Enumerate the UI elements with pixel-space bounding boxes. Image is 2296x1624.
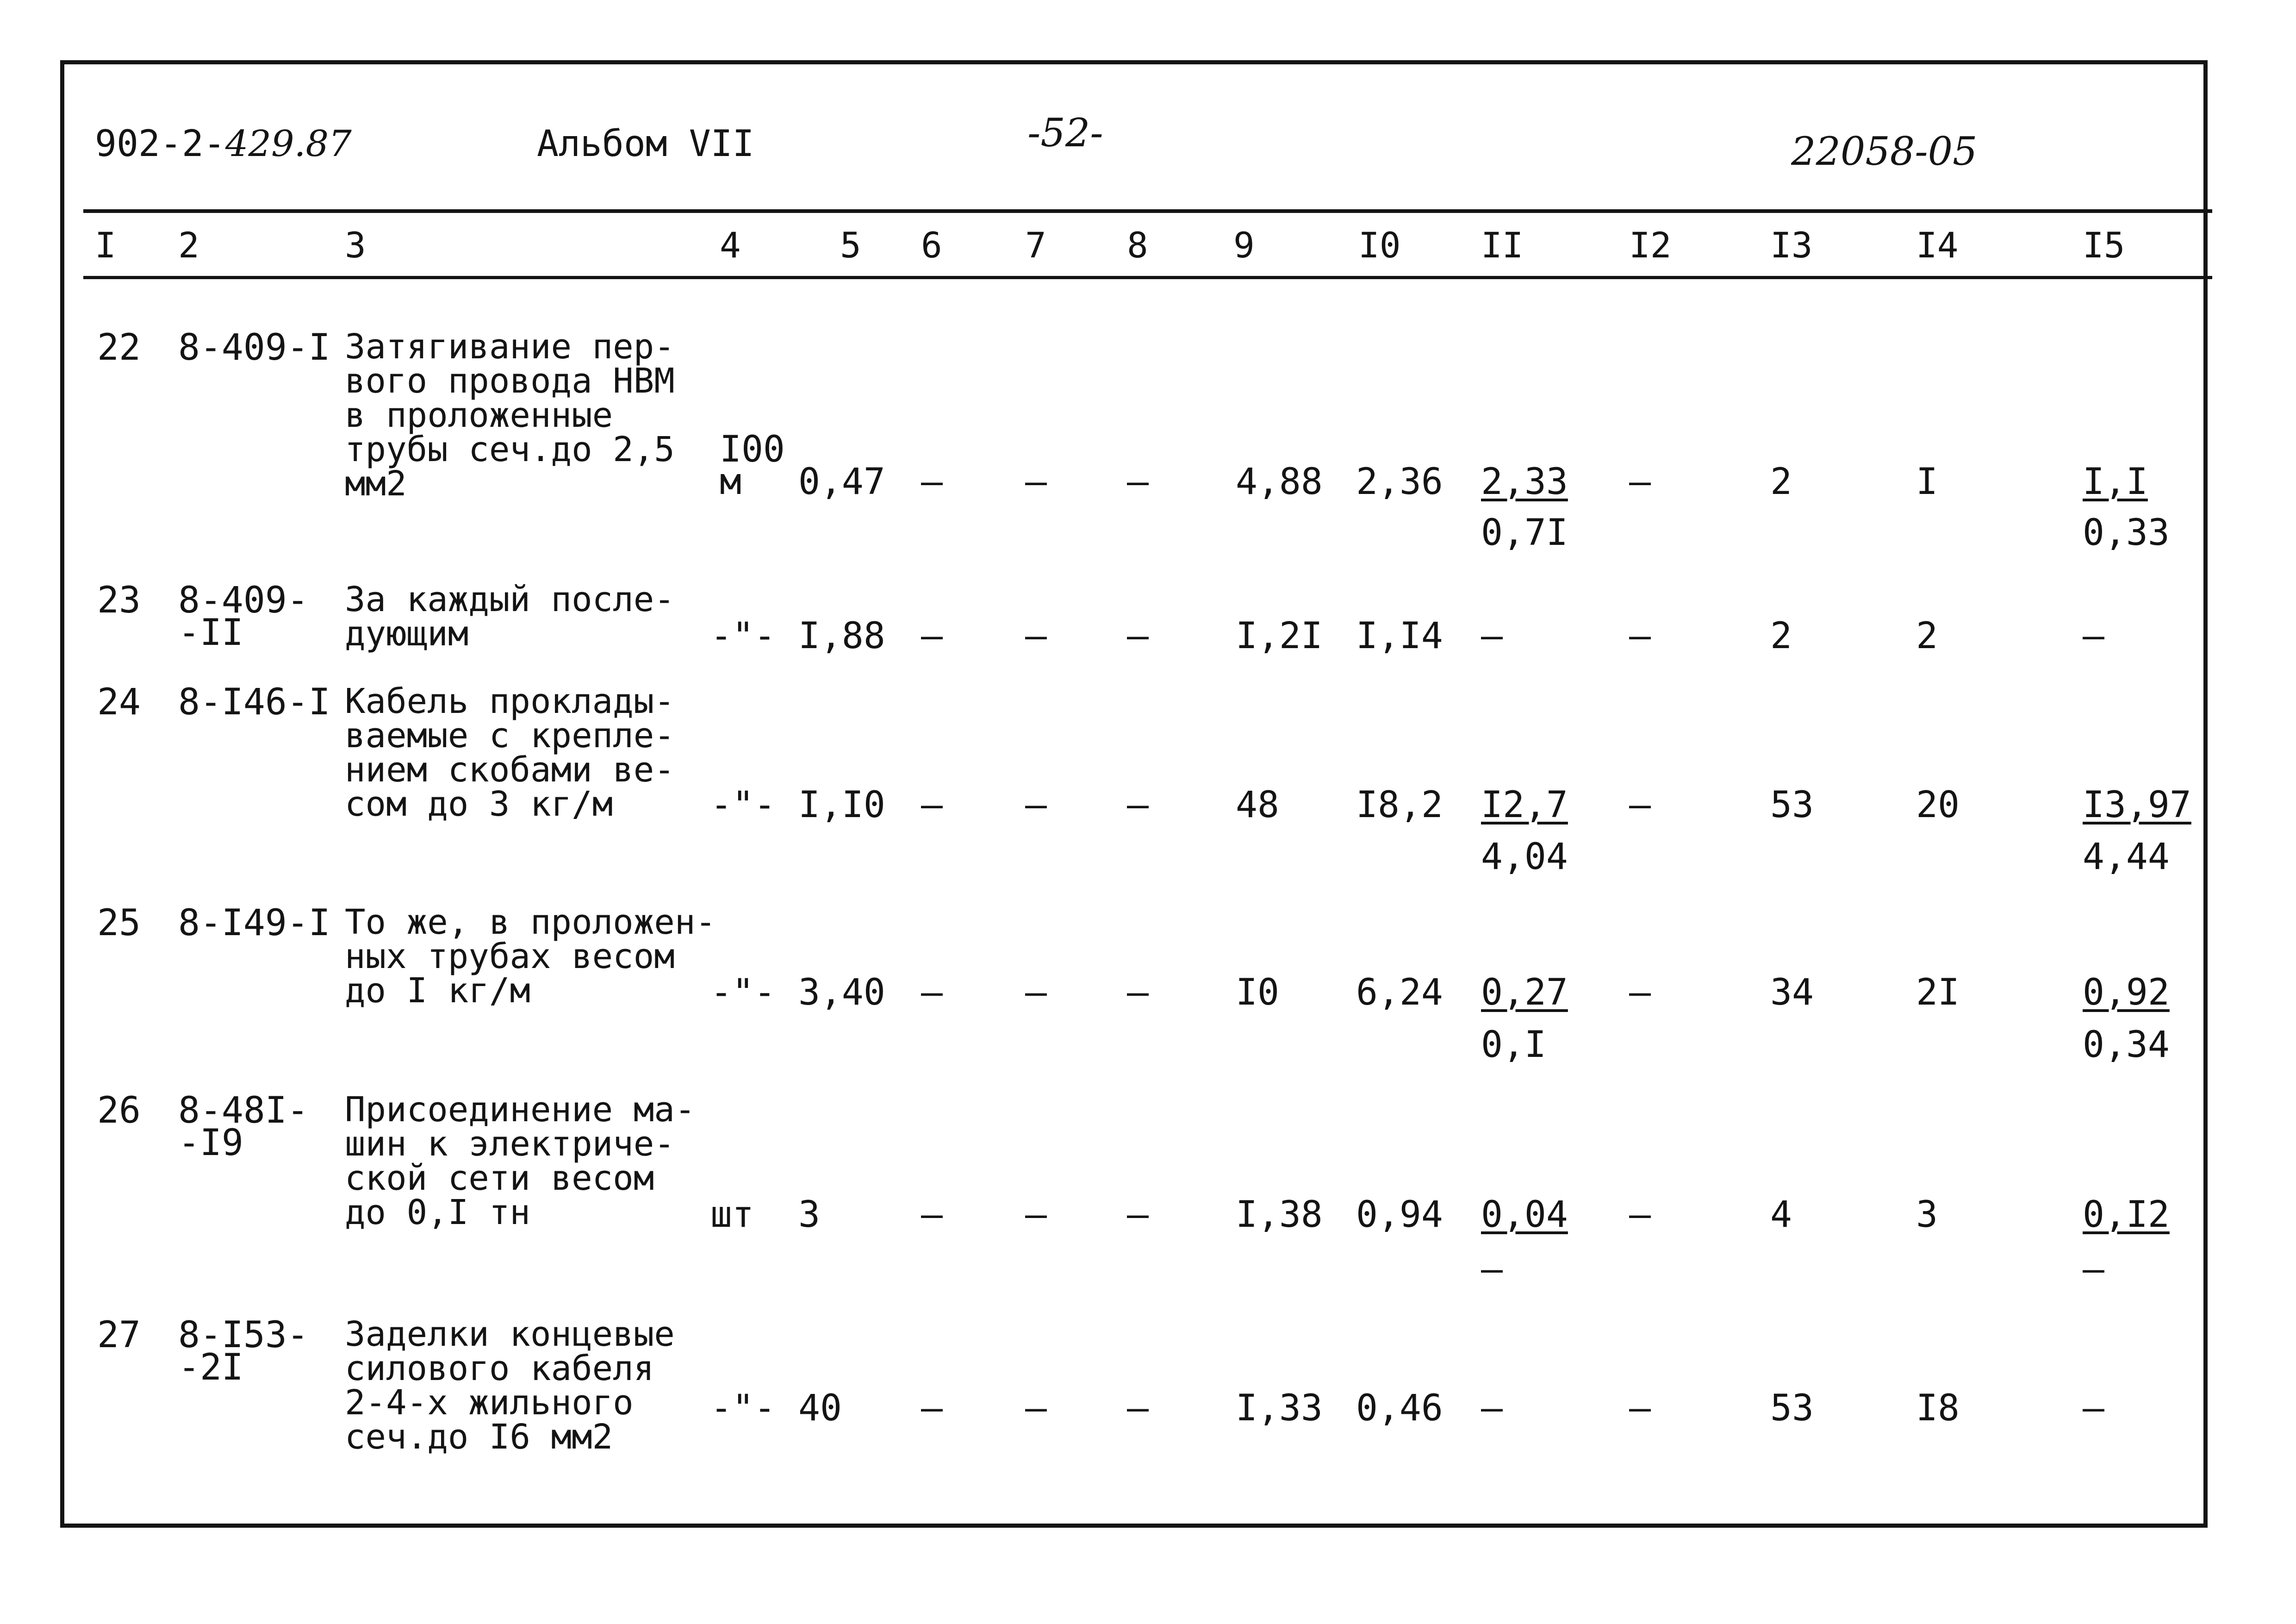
cell-col-12: –	[1629, 615, 1651, 657]
cell-col-5: I,I0	[798, 784, 885, 826]
cell-col-10: 0,46	[1356, 1387, 1443, 1429]
cell-col-12: –	[1629, 784, 1651, 826]
cell-col-11: –	[1481, 1387, 1503, 1429]
unit-line: I00	[720, 429, 785, 470]
column-number-1: I	[95, 225, 116, 266]
unit: -"-	[710, 615, 776, 657]
norm-code-line: 8-I53-	[178, 1314, 309, 1356]
description-line: в проложенные	[345, 395, 613, 435]
cell-col-15: I3,97	[2083, 784, 2191, 826]
cell-col-11: 2,33	[1481, 461, 1568, 503]
cell-col-13: 53	[1770, 784, 1814, 826]
cell-col-11: –	[1481, 615, 1503, 657]
norm-code-line: 8-I49-I	[178, 902, 330, 944]
row-number: 23	[97, 580, 141, 621]
cell-col-14: I	[1916, 461, 1938, 503]
cell-col-7: –	[1025, 972, 1047, 1013]
sheet-code: 22058-05	[1791, 129, 1978, 174]
description-line: То же, в проложен-	[345, 902, 716, 942]
cell-col-5: 40	[798, 1387, 842, 1429]
column-number-11: II	[1481, 225, 1524, 266]
column-number-3: 3	[345, 225, 366, 266]
cell-col-10: 0,94	[1356, 1194, 1443, 1236]
row-number: 27	[97, 1314, 141, 1356]
cell-col-13: 2	[1770, 615, 1792, 657]
cell-col-15: –	[2083, 1387, 2104, 1429]
cell-col-10: I8,2	[1356, 784, 1443, 826]
description-line: до I кг/м	[345, 971, 530, 1011]
cell-col-12: –	[1629, 1194, 1651, 1236]
unit: шт	[710, 1194, 754, 1236]
cell-col-11-sub: 4,04	[1481, 836, 1568, 878]
cell-col-9: I0	[1236, 972, 1279, 1013]
column-number-5: 5	[840, 225, 861, 266]
cell-col-15: I,I	[2083, 461, 2148, 503]
cell-col-9: I,33	[1236, 1387, 1323, 1429]
doc-code	[95, 123, 352, 165]
cell-col-14: 2I	[1916, 972, 1960, 1013]
row-number: 26	[97, 1090, 141, 1131]
cell-col-15-sub: 0,33	[2083, 512, 2170, 554]
cell-col-15: –	[2083, 615, 2104, 657]
unit-line: м	[720, 461, 741, 503]
description-line: Кабель проклады-	[345, 681, 675, 721]
description-line: 2-4-х жильного	[345, 1383, 634, 1423]
cell-col-10: 2,36	[1356, 461, 1443, 503]
column-number-13: I3	[1770, 225, 1813, 266]
column-number-8: 8	[1127, 225, 1148, 266]
cell-col-8: –	[1127, 461, 1149, 503]
cell-col-10: 6,24	[1356, 972, 1443, 1013]
cell-col-6: –	[921, 784, 943, 826]
norm-code-line: 8-409-	[178, 580, 309, 621]
unit: -"-	[710, 784, 776, 826]
column-number-10: I0	[1358, 225, 1401, 266]
description-line: вого провода НВМ	[345, 361, 675, 401]
cell-col-13: 4	[1770, 1194, 1792, 1236]
row-number: 22	[97, 327, 141, 369]
cell-col-6: –	[921, 615, 943, 657]
cell-col-9: I,2I	[1236, 615, 1323, 657]
cell-col-8: –	[1127, 1194, 1149, 1236]
cell-col-13: 53	[1770, 1387, 1814, 1429]
cell-col-6: –	[921, 1387, 943, 1429]
description-line: шин к электриче-	[345, 1124, 675, 1164]
description-line: За каждый после-	[345, 580, 675, 619]
cell-col-15-sub: 0,34	[2083, 1024, 2170, 1066]
norm-code-line: -2I	[178, 1347, 243, 1388]
cell-col-11-sub: 0,I	[1481, 1024, 1546, 1066]
row-number: 25	[97, 902, 141, 944]
column-number-15: I5	[2083, 225, 2125, 266]
norm-code-line: 8-409-I	[178, 327, 330, 369]
cell-col-10: I,I4	[1356, 615, 1443, 657]
description-line: ской сети весом	[345, 1158, 654, 1198]
cell-col-8: –	[1127, 1387, 1149, 1429]
album-title: Альбом VII	[537, 123, 754, 165]
cell-col-15: 0,92	[2083, 972, 2170, 1013]
cell-col-6: –	[921, 972, 943, 1013]
cell-col-7: –	[1025, 461, 1047, 503]
page-number: -52-	[1027, 110, 1103, 156]
cell-col-9: 4,88	[1236, 461, 1323, 503]
cell-col-5: 0,47	[798, 461, 885, 503]
unit: -"-	[710, 1387, 776, 1429]
cell-col-11-sub: 0,7I	[1481, 512, 1568, 554]
header-rule-bottom	[83, 276, 2212, 279]
cell-col-8: –	[1127, 972, 1149, 1013]
norm-code-line: -II	[178, 612, 243, 654]
norm-code-line: -I9	[178, 1122, 243, 1164]
row-number: 24	[97, 681, 141, 723]
cell-col-6: –	[921, 461, 943, 503]
doc-code-hand: 429.87	[225, 123, 352, 165]
doc-code-prefix: 902-2-	[95, 123, 225, 165]
cell-col-7: –	[1025, 1194, 1047, 1236]
column-number-6: 6	[921, 225, 942, 266]
norm-code-line: 8-48I-	[178, 1090, 309, 1131]
cell-col-5: 3	[798, 1194, 820, 1236]
cell-col-12: –	[1629, 461, 1651, 503]
cell-col-14: 3	[1916, 1194, 1938, 1236]
cell-col-11-sub: –	[1481, 1249, 1503, 1290]
cell-col-12: –	[1629, 972, 1651, 1013]
cell-col-8: –	[1127, 784, 1149, 826]
cell-col-12: –	[1629, 1387, 1651, 1429]
cell-col-7: –	[1025, 615, 1047, 657]
cell-col-6: –	[921, 1194, 943, 1236]
description-line: дующим	[345, 614, 469, 654]
description-line: Заделки концевые	[345, 1314, 675, 1354]
unit: -"-	[710, 972, 776, 1013]
cell-col-8: –	[1127, 615, 1149, 657]
cell-col-11: 0,27	[1481, 972, 1568, 1013]
description-line: трубы сеч.до 2,5	[345, 430, 675, 469]
column-number-4: 4	[720, 225, 741, 266]
cell-col-15-sub: 4,44	[2083, 836, 2170, 878]
cell-col-9: 48	[1236, 784, 1279, 826]
cell-col-15-sub: –	[2083, 1249, 2104, 1290]
header-rule-top	[83, 209, 2212, 213]
cell-col-5: 3,40	[798, 972, 885, 1013]
column-number-12: I2	[1629, 225, 1672, 266]
description-line: сеч.до I6 мм2	[345, 1417, 613, 1457]
description-line: Присоединение ма-	[345, 1090, 696, 1130]
cell-col-13: 34	[1770, 972, 1814, 1013]
cell-col-13: 2	[1770, 461, 1792, 503]
description-line: мм2	[345, 464, 407, 504]
cell-col-15: 0,I2	[2083, 1194, 2170, 1236]
description-line: нием скобами ве-	[345, 750, 675, 790]
description-line: Затягивание пер-	[345, 327, 675, 367]
cell-col-14: 20	[1916, 784, 1960, 826]
cell-col-11: I2,7	[1481, 784, 1568, 826]
description-line: сом до 3 кг/м	[345, 784, 613, 824]
cell-col-7: –	[1025, 1387, 1047, 1429]
cell-col-11: 0,04	[1481, 1194, 1568, 1236]
column-number-14: I4	[1916, 225, 1959, 266]
description-line: ных трубах весом	[345, 937, 675, 976]
column-number-2: 2	[178, 225, 199, 266]
description-line: силового кабеля	[345, 1349, 654, 1388]
description-line: до 0,I тн	[345, 1193, 530, 1232]
cell-col-7: –	[1025, 784, 1047, 826]
cell-col-9: I,38	[1236, 1194, 1323, 1236]
cell-col-14: 2	[1916, 615, 1938, 657]
cell-col-5: I,88	[798, 615, 885, 657]
column-number-9: 9	[1233, 225, 1255, 266]
description-line: ваемые с крепле-	[345, 716, 675, 756]
norm-code-line: 8-I46-I	[178, 681, 330, 723]
column-number-7: 7	[1025, 225, 1046, 266]
cell-col-14: I8	[1916, 1387, 1960, 1429]
